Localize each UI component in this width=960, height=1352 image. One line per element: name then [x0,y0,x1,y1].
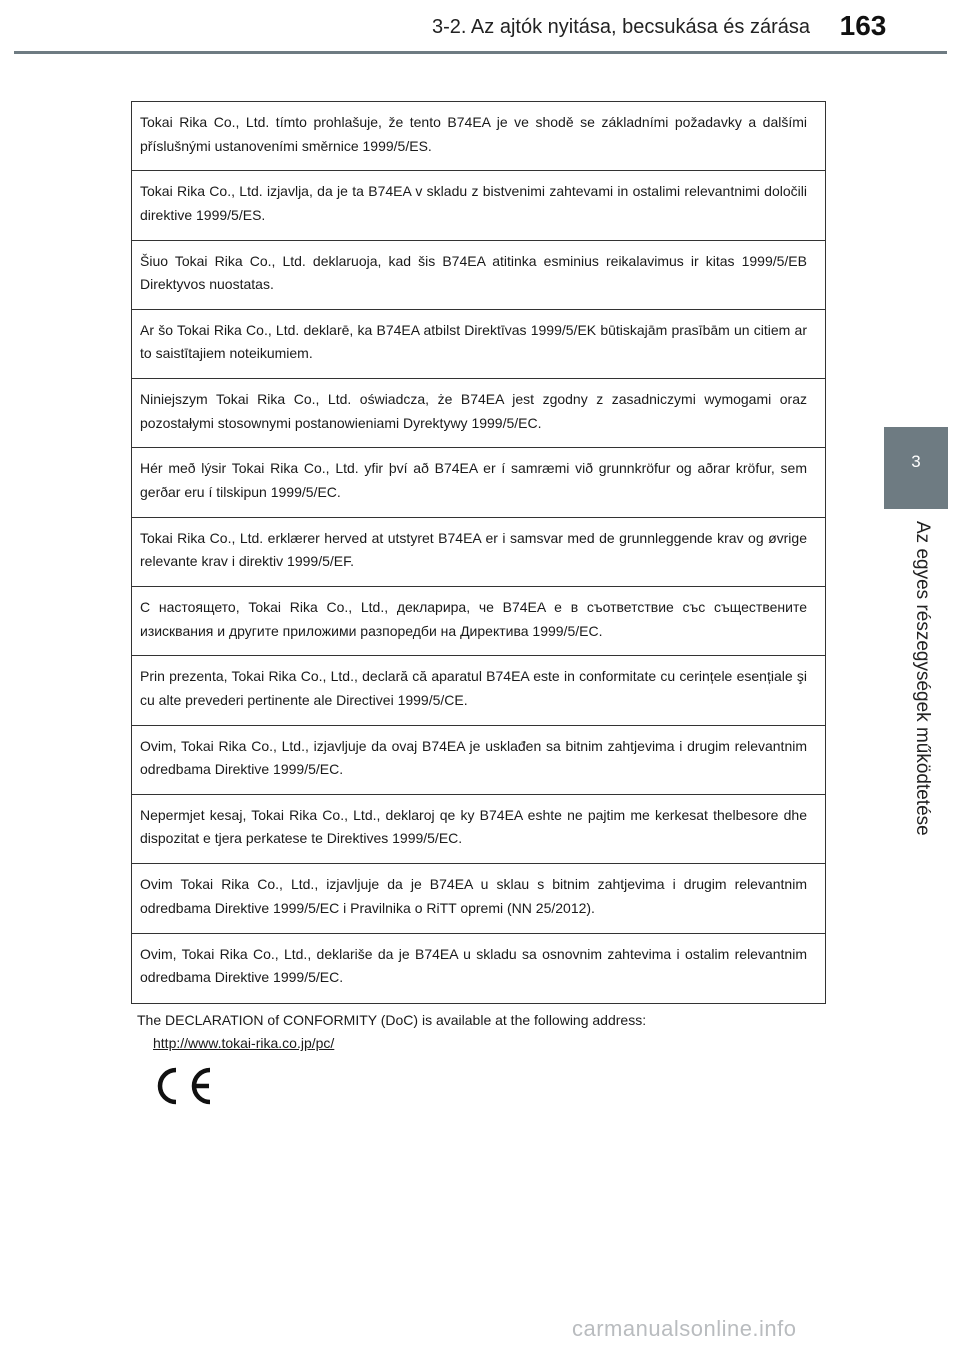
page-title: 3-2. Az ajtók nyitása, becsukása és zárása [432,16,810,38]
declaration-albanian: Nepermjet kesaj, Tokai Rika Co., Ltd., deklaroj qe ky B74EA eshte ne pajtim me kerkesat thelbesore dhe dispozitat e tjera perkatese te Direktives 1999/5/EC. [132,795,825,864]
page-number: 163 [839,10,887,41]
declaration-icelandic: Hér með lýsir Tokai Rika Co., Ltd. yfir því að B74EA er í samræmi við grunnkröfur og aðrar kröfur, sem gerðar eru í tilskipun 1999/5/EC. [132,448,825,517]
doc-availability-note: The DECLARATION of CONFORMITY (DoC) is available at the following address: [137,1012,647,1028]
ce-mark-icon [152,1066,216,1106]
declaration-croatian: Ovim Tokai Rika Co., Ltd., izjavljuje da je B74EA u sklau s bitnim zahtjevima i drugim relevantnim odredbama Direktive 1999/5/EC i Pravilnika o RiTT opremi (NN 25/2012). [132,864,825,933]
chapter-label: Az egyes részegységek működtetése [912,521,933,836]
declaration-czech: Tokai Rika Co., Ltd. tímto prohlašuje, že tento B74EA je ve shodě se základními požadavky a dalšími příslušnými ustanoveními směrnice 1999/5/ES. [132,102,825,171]
declaration-norwegian: Tokai Rika Co., Ltd. erklærer herved at utstyret B74EA er i samsvar med de grunnleggende krav og øvrige relevante krav i direktiv 1999/5/EF. [132,518,825,587]
watermark: carmanualsonline.info [572,1316,797,1341]
chapter-tab [884,427,948,509]
declaration-latvian: Ar šo Tokai Rika Co., Ltd. deklarē, ka B74EA atbilst Direktīvas 1999/5/EK būtiskajām prasībām un citiem ar to saistītajiem noteikumiem. [132,310,825,379]
declaration-serbian: Ovim, Tokai Rika Co., Ltd., deklariše da je B74EA u skladu sa osnovnim zahtevima i ostalim relevantnim odredbama Direktive 1999/5/EC. [140,945,807,986]
doc-url-link[interactable]: http://www.tokai-rika.co.jp/pc/ [153,1035,335,1051]
declaration-lithuanian: Šiuo Tokai Rika Co., Ltd. deklaruoja, kad šis B74EA atitinka esminius reikalavimus ir kitas 1999/5/EB Direktyvos nuostatas. [132,241,825,310]
chapter-number: 3 [911,452,921,471]
header-divider [14,51,947,54]
declaration-bosnian: Ovim, Tokai Rika Co., Ltd., izjavljuje da ovaj B74EA je usklađen sa bitnim zahtjevima i drugim relevantnim odredbama Direktive 1999/5/EC. [132,726,825,795]
declaration-slovenian: Tokai Rika Co., Ltd. izjavlja, da je ta B74EA v skladu z bistvenimi zahtevami in ostalimi relevantnimi določili direktive 1999/5/ES. [132,171,825,240]
declaration-table [131,101,826,1004]
declaration-polish: Niniejszym Tokai Rika Co., Ltd. oświadcza, że B74EA jest zgodny z zasadniczymi wymogami oraz pozostałymi stosownymi postanowieniami Dyrektywy 1999/5/EC. [132,379,825,448]
declaration-bulgarian: С настоящето, Tokai Rika Co., Ltd., декларира, че B74EA е в съответствие със съществените изисквания и другите приложими разпоредби на Директива 1999/5/ЕС. [132,587,825,656]
declaration-romanian: Prin prezenta, Tokai Rika Co., Ltd., declară că aparatul B74EA este in conformitate cu cerințele esențiale şi cu alte prevederi pertinente ale Directivei 1999/5/CE. [132,656,825,725]
